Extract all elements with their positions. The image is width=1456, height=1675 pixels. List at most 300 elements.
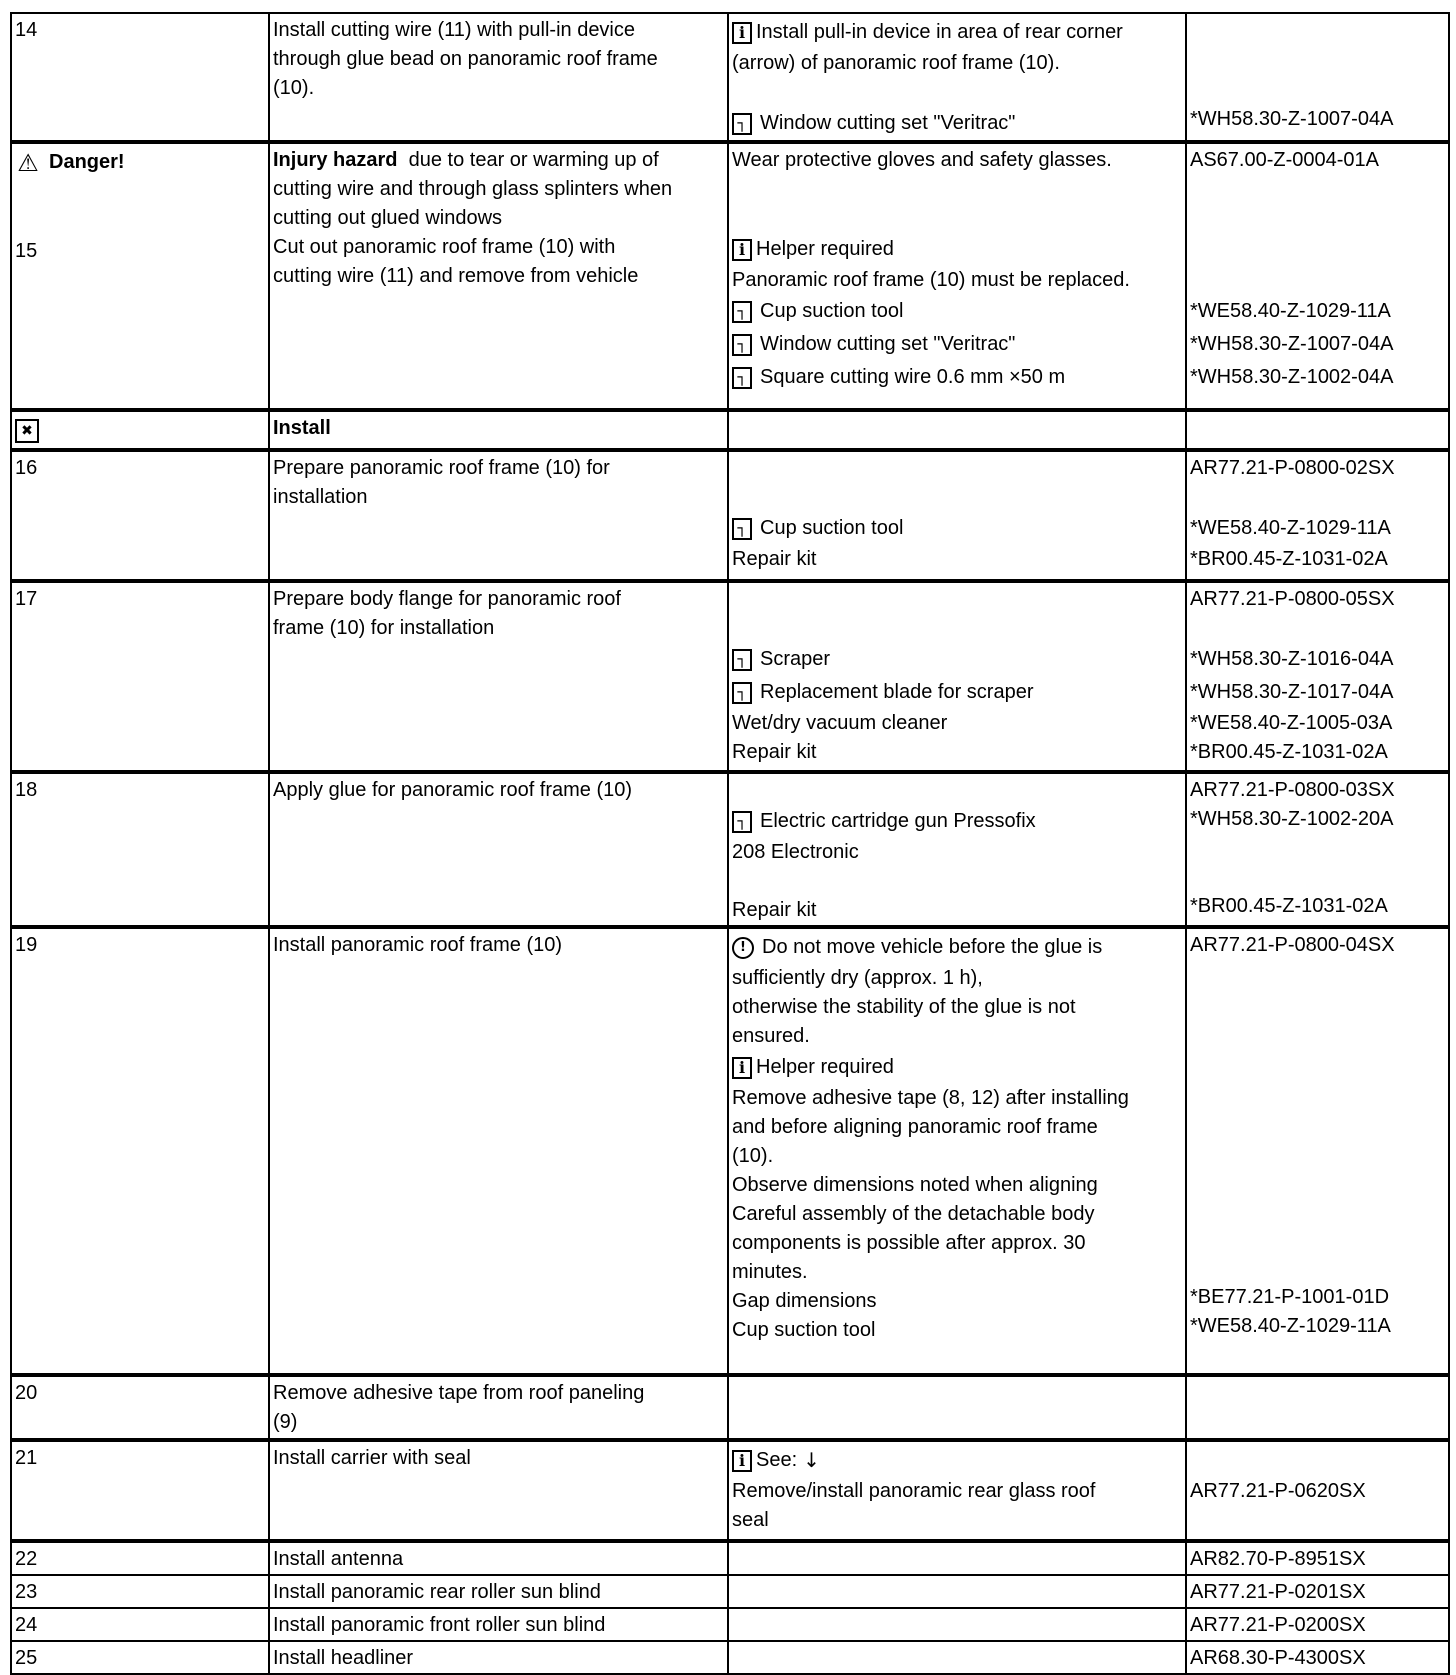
text: *BR00.45-Z-1031-02A bbox=[1190, 548, 1388, 570]
text-line bbox=[732, 964, 1183, 993]
notes-cell bbox=[728, 410, 1186, 450]
text: Install panoramic rear roller sun blind bbox=[273, 1581, 601, 1603]
table-row bbox=[11, 1375, 1449, 1440]
text-line bbox=[15, 146, 266, 179]
text: *WE58.40-Z-1029-11A bbox=[1190, 517, 1391, 539]
text: AR77.21-P-0800-03SX bbox=[1190, 779, 1395, 801]
text-line bbox=[732, 328, 1183, 361]
text-line bbox=[15, 1444, 266, 1473]
text-line bbox=[732, 233, 1183, 266]
reference-cell bbox=[1186, 142, 1449, 410]
text: *BR00.45-Z-1031-02A bbox=[1190, 895, 1388, 917]
step-cell bbox=[11, 13, 269, 142]
text: Careful assembly of the detachable body bbox=[732, 1203, 1095, 1225]
text-line bbox=[1190, 1254, 1446, 1283]
text-line bbox=[1190, 545, 1446, 574]
text: 22 bbox=[15, 1548, 38, 1570]
text-line bbox=[732, 295, 1183, 328]
text-line bbox=[1190, 1444, 1446, 1477]
text: Scraper bbox=[760, 648, 831, 670]
text-line bbox=[732, 454, 1183, 483]
reference-cell bbox=[1186, 1608, 1449, 1641]
text: 18 bbox=[15, 779, 38, 801]
text-line bbox=[1190, 1578, 1446, 1607]
text-line bbox=[1190, 1545, 1446, 1574]
text-line bbox=[273, 262, 725, 291]
action-cell bbox=[269, 772, 728, 927]
text-line bbox=[732, 545, 1183, 574]
text: 24 bbox=[15, 1614, 38, 1636]
text: Install panoramic front roller sun blind bbox=[273, 1614, 606, 1636]
text-line bbox=[273, 1545, 725, 1574]
text-line bbox=[732, 643, 1183, 676]
text-line bbox=[1190, 1611, 1446, 1640]
text-line bbox=[1190, 1196, 1446, 1225]
text: AR77.21-P-0200SX bbox=[1190, 1614, 1366, 1636]
text-line bbox=[273, 585, 725, 614]
arrow-down-icon: ↓ bbox=[803, 1448, 820, 1472]
action-cell bbox=[269, 410, 728, 450]
text: Helper required bbox=[756, 238, 894, 260]
reference-cell bbox=[1186, 1440, 1449, 1541]
action-cell bbox=[269, 13, 728, 142]
text-line bbox=[1190, 328, 1446, 361]
text-line bbox=[15, 1644, 266, 1673]
text-line bbox=[273, 414, 725, 443]
text-line bbox=[273, 16, 725, 45]
text: Remove adhesive tape (8, 12) after installing bbox=[732, 1087, 1129, 1109]
text-line bbox=[1190, 585, 1446, 614]
info-icon: i bbox=[732, 1057, 752, 1079]
text: cutting wire (11) and remove from vehicle bbox=[273, 265, 639, 287]
text: See: bbox=[756, 1449, 798, 1471]
notes-cell bbox=[728, 142, 1186, 410]
text: and before aligning panoramic roof frame bbox=[732, 1116, 1098, 1138]
text-line bbox=[732, 78, 1183, 107]
text-line bbox=[1190, 454, 1446, 483]
notes-cell bbox=[728, 1608, 1186, 1641]
text-line bbox=[1190, 643, 1446, 676]
table-row bbox=[11, 142, 1449, 410]
text-line bbox=[732, 1287, 1183, 1316]
text-line bbox=[273, 931, 725, 960]
text: Gap dimensions bbox=[732, 1290, 877, 1312]
reference-cell bbox=[1186, 1575, 1449, 1608]
text-line bbox=[15, 931, 266, 960]
text: (9) bbox=[273, 1411, 298, 1433]
reference-cell bbox=[1186, 581, 1449, 772]
text-line bbox=[732, 49, 1183, 78]
text-line bbox=[732, 266, 1183, 295]
text: 15 bbox=[15, 240, 38, 262]
text-line bbox=[1190, 45, 1446, 74]
text: Apply glue for panoramic roof frame (10) bbox=[273, 779, 633, 801]
table-row bbox=[11, 410, 1449, 450]
notes-cell bbox=[728, 1440, 1186, 1541]
text: 19 bbox=[15, 934, 38, 956]
text-line bbox=[15, 776, 266, 805]
reference-cell bbox=[1186, 1541, 1449, 1575]
text: Repair kit bbox=[732, 548, 817, 570]
text: *BR00.45-Z-1031-02A bbox=[1190, 741, 1388, 763]
text: Install panoramic roof frame (10) bbox=[273, 934, 563, 956]
tool-icon: ┐ bbox=[732, 811, 752, 833]
text: installation bbox=[273, 486, 368, 508]
text-line bbox=[732, 993, 1183, 1022]
text: AR77.21-P-0800-05SX bbox=[1190, 588, 1395, 610]
text-line bbox=[1190, 892, 1446, 921]
text-line bbox=[273, 233, 725, 262]
text-line bbox=[732, 1113, 1183, 1142]
text: *WH58.30-Z-1002-20A bbox=[1190, 808, 1394, 830]
text: Do not move vehicle before the glue is bbox=[762, 936, 1103, 958]
text: 25 bbox=[15, 1647, 38, 1669]
text-line bbox=[732, 483, 1183, 512]
action-cell bbox=[269, 142, 728, 410]
text-line bbox=[1190, 1080, 1446, 1109]
text-line bbox=[1190, 1225, 1446, 1254]
table-row bbox=[11, 13, 1449, 142]
text-line bbox=[1190, 960, 1446, 989]
text: 16 bbox=[15, 457, 38, 479]
text: Cup suction tool bbox=[760, 517, 904, 539]
install-icon: ✖ bbox=[15, 419, 39, 443]
tool-icon: ┐ bbox=[732, 113, 752, 135]
text: (10). bbox=[732, 1145, 774, 1167]
action-cell bbox=[269, 1440, 728, 1541]
table-row bbox=[11, 581, 1449, 772]
text-line bbox=[15, 585, 266, 614]
notes-cell bbox=[728, 772, 1186, 927]
text-line bbox=[1190, 1138, 1446, 1167]
text-line bbox=[15, 237, 266, 266]
tool-icon: ┐ bbox=[732, 367, 752, 389]
text: seal bbox=[732, 1509, 769, 1531]
step-cell bbox=[11, 410, 269, 450]
step-cell bbox=[11, 1375, 269, 1440]
text-line bbox=[273, 454, 725, 483]
text: *WH58.30-Z-1002-04A bbox=[1190, 366, 1394, 388]
text-line bbox=[1190, 1018, 1446, 1047]
text-line bbox=[1190, 1477, 1446, 1506]
text-line bbox=[15, 454, 266, 483]
text: Install antenna bbox=[273, 1548, 404, 1570]
text-line bbox=[273, 1644, 725, 1673]
text-line bbox=[732, 1084, 1183, 1113]
text-line bbox=[1190, 175, 1446, 204]
text: Cup suction tool bbox=[732, 1319, 876, 1341]
text: cutting out glued windows bbox=[273, 207, 503, 229]
caution-icon: ! bbox=[732, 937, 754, 959]
text: Install carrier with seal bbox=[273, 1447, 471, 1469]
step-cell bbox=[11, 772, 269, 927]
text-line bbox=[732, 175, 1183, 204]
text-line bbox=[1190, 614, 1446, 643]
text: *WH58.30-Z-1007-04A bbox=[1190, 108, 1394, 130]
text-line bbox=[732, 776, 1183, 805]
text: sufficiently dry (approx. 1 h), bbox=[732, 967, 983, 989]
text-line bbox=[1190, 74, 1446, 103]
text: *WH58.30-Z-1016-04A bbox=[1190, 648, 1394, 670]
text-line bbox=[1190, 1312, 1446, 1341]
action-cell bbox=[269, 1575, 728, 1608]
text-line bbox=[273, 204, 725, 233]
notes-cell bbox=[728, 581, 1186, 772]
text-line bbox=[1190, 834, 1446, 863]
text: Remove adhesive tape from roof paneling bbox=[273, 1382, 645, 1404]
tool-icon: ┐ bbox=[732, 682, 752, 704]
text: Install headliner bbox=[273, 1647, 414, 1669]
text-line bbox=[732, 931, 1183, 964]
text: Wear protective gloves and safety glasses. bbox=[732, 149, 1112, 171]
text: Cut out panoramic roof frame (10) with bbox=[273, 236, 616, 258]
step-cell bbox=[11, 1440, 269, 1541]
text-line bbox=[273, 614, 725, 643]
text: Replacement blade for scraper bbox=[760, 681, 1034, 703]
text-line bbox=[732, 1477, 1183, 1506]
text: through glue bead on panoramic roof frame bbox=[273, 48, 658, 70]
text: 17 bbox=[15, 588, 38, 610]
text-line bbox=[732, 1444, 1183, 1477]
info-icon: i bbox=[732, 1450, 752, 1472]
reference-cell bbox=[1186, 450, 1449, 581]
text-line bbox=[1190, 266, 1446, 295]
text-line bbox=[1190, 204, 1446, 233]
text-line bbox=[732, 1506, 1183, 1535]
text-line bbox=[273, 45, 725, 74]
procedure-table bbox=[10, 12, 1450, 1675]
text: AR82.70-P-8951SX bbox=[1190, 1548, 1366, 1570]
text-line bbox=[15, 179, 266, 208]
text: AR68.30-P-4300SX bbox=[1190, 1647, 1366, 1669]
text-line bbox=[15, 414, 266, 447]
bold-text: Danger! bbox=[49, 151, 125, 173]
text: Repair kit bbox=[732, 741, 817, 763]
action-cell bbox=[269, 1608, 728, 1641]
text-line bbox=[732, 1051, 1183, 1084]
text-line bbox=[1190, 805, 1446, 834]
text-line bbox=[1190, 103, 1446, 136]
text-line bbox=[732, 16, 1183, 49]
table-row bbox=[11, 1575, 1449, 1608]
action-cell bbox=[269, 581, 728, 772]
text-line bbox=[1190, 863, 1446, 892]
notes-cell bbox=[728, 1375, 1186, 1440]
text-line bbox=[1190, 931, 1446, 960]
text-line bbox=[1190, 483, 1446, 512]
text-line bbox=[1190, 776, 1446, 805]
table-row bbox=[11, 1440, 1449, 1541]
text-line bbox=[273, 175, 725, 204]
text: *WH58.30-Z-1017-04A bbox=[1190, 681, 1394, 703]
text: AR77.21-P-0201SX bbox=[1190, 1581, 1366, 1603]
reference-cell bbox=[1186, 1641, 1449, 1674]
text: ensured. bbox=[732, 1025, 810, 1047]
text-line bbox=[273, 1578, 725, 1607]
text-line bbox=[732, 204, 1183, 233]
text-line bbox=[1190, 146, 1446, 175]
text-line bbox=[273, 1408, 725, 1437]
table-row bbox=[11, 450, 1449, 581]
text: Remove/install panoramic rear glass roof bbox=[732, 1480, 1096, 1502]
text: components is possible after approx. 30 bbox=[732, 1232, 1086, 1254]
step-cell bbox=[11, 1575, 269, 1608]
notes-cell bbox=[728, 1575, 1186, 1608]
text-line bbox=[15, 1578, 266, 1607]
bold-text: Injury hazard bbox=[273, 149, 398, 171]
reference-cell bbox=[1186, 927, 1449, 1375]
text-line bbox=[1190, 1506, 1446, 1535]
text: otherwise the stability of the glue is not bbox=[732, 996, 1076, 1018]
text: (10). bbox=[273, 77, 315, 99]
text: Prepare body flange for panoramic roof bbox=[273, 588, 621, 610]
text-line bbox=[1190, 1644, 1446, 1673]
text: *WH58.30-Z-1007-04A bbox=[1190, 333, 1394, 355]
table-row bbox=[11, 927, 1449, 1375]
reference-cell bbox=[1186, 1375, 1449, 1440]
text: *WE58.40-Z-1005-03A bbox=[1190, 712, 1393, 734]
step-cell bbox=[11, 1541, 269, 1575]
text-line bbox=[1190, 1109, 1446, 1138]
text: minutes. bbox=[732, 1261, 808, 1283]
text: AR77.21-P-0800-02SX bbox=[1190, 457, 1395, 479]
text-line bbox=[732, 896, 1183, 925]
text-line bbox=[732, 1022, 1183, 1051]
step-cell bbox=[11, 927, 269, 1375]
text: (arrow) of panoramic roof frame (10). bbox=[732, 52, 1060, 74]
text-line bbox=[732, 1229, 1183, 1258]
step-cell bbox=[11, 450, 269, 581]
step-cell bbox=[11, 1641, 269, 1674]
notes-cell bbox=[728, 927, 1186, 1375]
text: Helper required bbox=[756, 1056, 894, 1078]
text: *WE58.40-Z-1029-11A bbox=[1190, 300, 1391, 322]
text-line bbox=[1190, 989, 1446, 1018]
text-line bbox=[732, 1200, 1183, 1229]
info-icon: i bbox=[732, 22, 752, 44]
text: Cup suction tool bbox=[760, 300, 904, 322]
text-line bbox=[273, 1444, 725, 1473]
text: frame (10) for installation bbox=[273, 617, 495, 639]
text-line bbox=[1190, 709, 1446, 738]
text: Prepare panoramic roof frame (10) for bbox=[273, 457, 610, 479]
notes-cell bbox=[728, 13, 1186, 142]
text-line bbox=[273, 1379, 725, 1408]
text-line bbox=[732, 585, 1183, 614]
text-line bbox=[732, 805, 1183, 838]
text-line bbox=[273, 146, 725, 175]
text: Window cutting set "Veritrac" bbox=[760, 333, 1016, 355]
notes-cell bbox=[728, 1541, 1186, 1575]
text: 208 Electronic bbox=[732, 841, 859, 863]
text: 23 bbox=[15, 1581, 38, 1603]
text-line bbox=[732, 107, 1183, 140]
action-cell bbox=[269, 1641, 728, 1674]
text-line bbox=[1190, 295, 1446, 328]
text: due to tear or warming up of bbox=[397, 149, 659, 171]
text-line bbox=[273, 483, 725, 512]
text: Panoramic roof frame (10) must be replaced. bbox=[732, 269, 1130, 291]
text: Electric cartridge gun Pressofix bbox=[760, 810, 1036, 832]
text-line bbox=[732, 709, 1183, 738]
step-cell bbox=[11, 1608, 269, 1641]
action-cell bbox=[269, 927, 728, 1375]
tool-icon: ┐ bbox=[732, 518, 752, 540]
text-line bbox=[15, 1611, 266, 1640]
text-line bbox=[15, 208, 266, 237]
text-line bbox=[732, 1171, 1183, 1200]
text-line bbox=[732, 146, 1183, 175]
text: Wet/dry vacuum cleaner bbox=[732, 712, 948, 734]
text-line bbox=[732, 1142, 1183, 1171]
reference-cell bbox=[1186, 410, 1449, 450]
table-row bbox=[11, 1608, 1449, 1641]
text-line bbox=[732, 614, 1183, 643]
text: cutting wire and through glass splinters when bbox=[273, 178, 673, 200]
text-line bbox=[15, 1545, 266, 1574]
reference-cell bbox=[1186, 772, 1449, 927]
action-cell bbox=[269, 1375, 728, 1440]
text: Window cutting set "Veritrac" bbox=[760, 112, 1016, 134]
text: AR77.21-P-0620SX bbox=[1190, 1480, 1366, 1502]
notes-cell bbox=[728, 450, 1186, 581]
step-cell bbox=[11, 142, 269, 410]
text-line bbox=[732, 676, 1183, 709]
text: *BE77.21-P-1001-01D bbox=[1190, 1286, 1390, 1308]
text: 14 bbox=[15, 19, 38, 41]
text-line bbox=[1190, 233, 1446, 266]
text-line bbox=[1190, 512, 1446, 545]
table-row bbox=[11, 772, 1449, 927]
step-cell bbox=[11, 581, 269, 772]
warning-icon: ⚠ bbox=[17, 148, 39, 177]
text: 21 bbox=[15, 1447, 38, 1469]
text-line bbox=[1190, 361, 1446, 394]
text: Repair kit bbox=[732, 899, 817, 921]
text-line bbox=[15, 16, 266, 45]
text: Observe dimensions noted when aligning bbox=[732, 1174, 1098, 1196]
tool-icon: ┐ bbox=[732, 649, 752, 671]
text-line bbox=[273, 74, 725, 103]
info-icon: i bbox=[732, 239, 752, 261]
text-line bbox=[732, 361, 1183, 394]
text-line bbox=[1190, 1167, 1446, 1196]
text-line bbox=[15, 1379, 266, 1408]
action-cell bbox=[269, 450, 728, 581]
text: 20 bbox=[15, 1382, 38, 1404]
text-line bbox=[1190, 738, 1446, 767]
text: *WE58.40-Z-1029-11A bbox=[1190, 1315, 1391, 1337]
text: Square cutting wire 0.6 mm ×50 m bbox=[760, 366, 1066, 388]
text-line bbox=[732, 838, 1183, 867]
text-line bbox=[732, 867, 1183, 896]
text: Install pull-in device in area of rear corner bbox=[756, 21, 1123, 43]
reference-cell bbox=[1186, 13, 1449, 142]
text: Install cutting wire (11) with pull-in device bbox=[273, 19, 636, 41]
text-line bbox=[273, 776, 725, 805]
bold-text: Install bbox=[273, 417, 331, 439]
text-line bbox=[273, 1611, 725, 1640]
notes-cell bbox=[728, 1641, 1186, 1674]
table-row bbox=[11, 1541, 1449, 1575]
text-line bbox=[1190, 1047, 1446, 1080]
text-line bbox=[1190, 676, 1446, 709]
text-line bbox=[1190, 1283, 1446, 1312]
text: AR77.21-P-0800-04SX bbox=[1190, 934, 1395, 956]
text: AS67.00-Z-0004-01A bbox=[1190, 149, 1380, 171]
text-line bbox=[732, 738, 1183, 767]
text-line bbox=[1190, 16, 1446, 45]
